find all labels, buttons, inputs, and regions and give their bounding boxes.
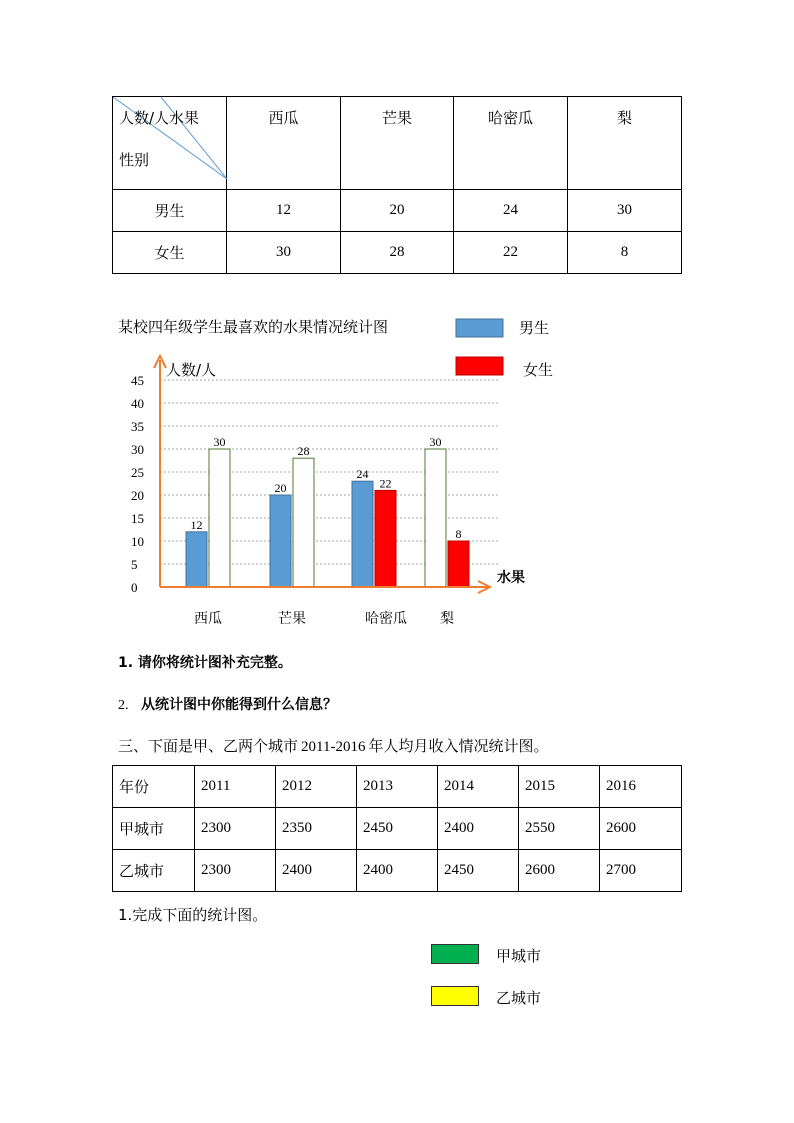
table-cell: 30	[568, 190, 682, 232]
legend-label-city-b: 乙城市	[496, 989, 542, 1007]
table-cell: 2700	[600, 850, 682, 892]
column-header: 西瓜	[227, 97, 341, 190]
question-1: 1. 请你将统计图补充完整。	[118, 655, 292, 671]
table-cell: 2600	[519, 850, 600, 892]
legend-swatch-girls	[456, 357, 503, 375]
bar-girls	[448, 541, 469, 587]
y-tick-label: 20	[131, 488, 144, 503]
table-cell: 2400	[357, 850, 438, 892]
section-3-heading	[118, 735, 548, 756]
data-label: 8	[455, 527, 462, 541]
y-tick-label: 30	[131, 442, 144, 457]
table-cell: 2300	[195, 850, 276, 892]
question-2-text: 从统计图中你能得到什么信息？	[140, 697, 337, 713]
corner-bottom-label: 性别	[119, 151, 150, 169]
section-3-year-range: 2011-2016	[301, 739, 366, 755]
x-axis-label: 水果	[497, 570, 525, 586]
y-tick-label: 40	[131, 396, 144, 411]
data-label: 24	[356, 467, 369, 482]
bar-girls	[209, 449, 230, 587]
table-row	[113, 232, 682, 274]
table-row	[113, 808, 682, 850]
legend-label-girls: 女生	[523, 361, 554, 379]
x-tick-label: 哈密瓜	[365, 611, 407, 627]
table-row	[113, 850, 682, 892]
y-tick-label: 45	[131, 373, 144, 388]
table-cell: 24	[454, 190, 568, 232]
header-cell: 2013	[357, 766, 438, 808]
question-2	[118, 694, 337, 714]
table-cell: 2600	[600, 808, 682, 850]
row-label: 甲城市	[113, 808, 195, 850]
table-cell: 2450	[438, 850, 519, 892]
header-cell: 2012	[276, 766, 357, 808]
data-label: 28	[297, 444, 310, 459]
row-label: 男生	[113, 190, 227, 232]
table-cell: 30	[227, 232, 341, 274]
bar-boys	[186, 532, 207, 587]
x-tick-label: 芒果	[278, 611, 306, 627]
header-cell: 2011	[195, 766, 276, 808]
data-label: 20	[274, 481, 287, 495]
column-header: 梨	[568, 97, 682, 190]
table-cell: 28	[341, 232, 454, 274]
table-cell: 2450	[357, 808, 438, 850]
y-tick-label: 35	[131, 419, 144, 434]
bar-girls	[375, 490, 396, 587]
table-cell: 2400	[276, 850, 357, 892]
y-tick-label: 10	[131, 534, 144, 549]
y-tick-label: 5	[131, 557, 138, 572]
y-axis-label: 人数/人	[166, 361, 217, 379]
table-cell: 2400	[438, 808, 519, 850]
chart-title: 某校四年级学生最喜欢的水果情况统计图	[118, 318, 389, 336]
header-cell: 2015	[519, 766, 600, 808]
bar-boys	[270, 495, 291, 587]
legend-label-city-a: 甲城市	[496, 947, 542, 965]
question-2-number: 2.	[118, 698, 129, 713]
legend-swatch-boys	[456, 319, 503, 337]
table-row	[113, 766, 682, 808]
section-3-heading-part: 三、下面是甲、乙两个城市	[118, 737, 299, 755]
fruit-table	[112, 96, 682, 274]
header-cell: 2014	[438, 766, 519, 808]
table-cell: 20	[341, 190, 454, 232]
y-tick-label: 0	[131, 580, 138, 595]
row-label: 女生	[113, 232, 227, 274]
legend-swatch-city-b	[431, 986, 479, 1006]
section-3-heading-part: 年人均月收入情况统计图。	[368, 737, 549, 755]
row-label: 乙城市	[113, 850, 195, 892]
x-tick-label: 梨	[440, 611, 454, 627]
column-header: 哈密瓜	[454, 97, 568, 190]
legend-label-boys: 男生	[519, 319, 550, 337]
table-cell: 2550	[519, 808, 600, 850]
table-cell: 22	[454, 232, 568, 274]
income-table	[112, 765, 682, 892]
y-tick-label: 25	[131, 465, 144, 480]
table-row	[113, 190, 682, 232]
table-cell: 8	[568, 232, 682, 274]
table-cell: 12	[227, 190, 341, 232]
bar-boys	[425, 449, 446, 587]
task-instruction: 1.完成下面的统计图。	[118, 906, 268, 924]
header-cell: 2016	[600, 766, 682, 808]
bar-girls	[293, 458, 314, 587]
corner-top-label: 人数/人水果	[119, 109, 200, 127]
fruit-bar-chart	[0, 300, 794, 640]
legend-swatch-city-a	[431, 944, 479, 964]
data-label: 12	[190, 517, 203, 532]
bar-boys	[352, 481, 373, 587]
corner-header-cell	[113, 97, 227, 190]
column-header: 芒果	[341, 97, 454, 190]
x-tick-label: 西瓜	[194, 611, 222, 627]
header-cell: 年份	[113, 766, 195, 808]
table-cell: 2350	[276, 808, 357, 850]
data-label: 22	[379, 476, 392, 491]
data-label: 30	[429, 435, 442, 449]
y-tick-label: 15	[131, 511, 144, 526]
table-cell: 2300	[195, 808, 276, 850]
data-label: 30	[213, 435, 226, 449]
